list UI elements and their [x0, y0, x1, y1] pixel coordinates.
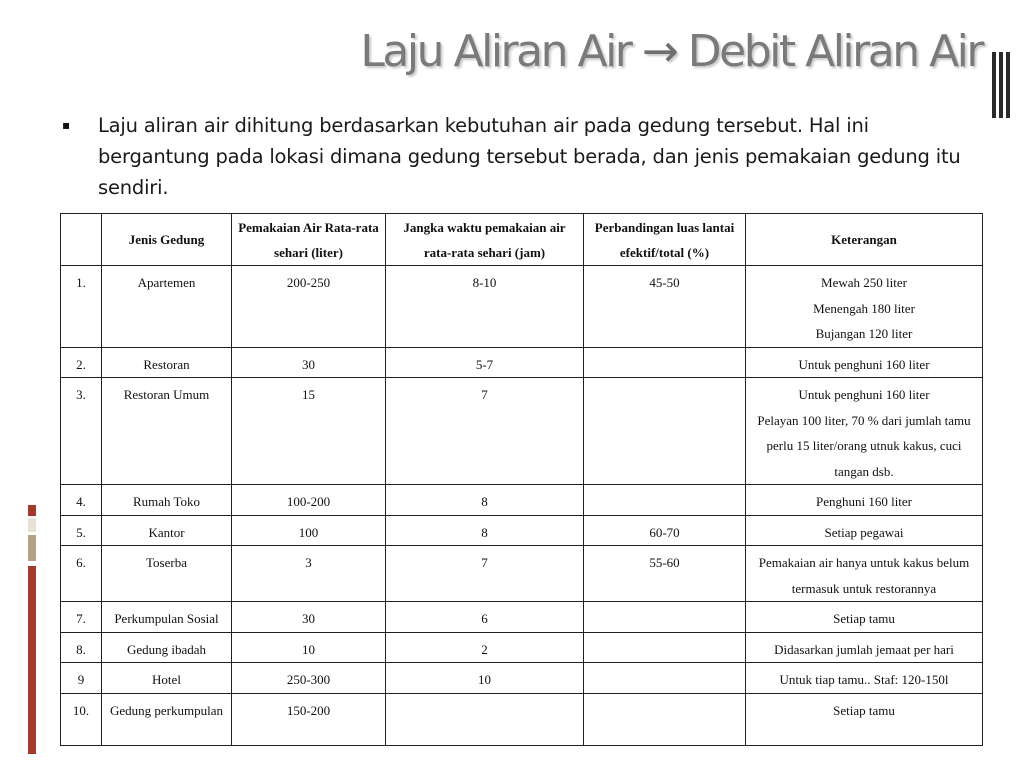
cell-pemakaian: 10 — [232, 632, 386, 663]
cell-jenis: Apartemen — [102, 266, 232, 348]
arrow-right-icon: → — [641, 26, 677, 77]
header-keterangan: Keterangan — [746, 214, 983, 266]
cell-keterangan — [746, 378, 983, 485]
cell-no: 9 — [61, 663, 102, 694]
cell-keterangan — [746, 485, 983, 516]
keterangan-line: Untuk penghuni 160 liter — [798, 356, 930, 372]
cell-jenis: Restoran Umum — [102, 378, 232, 485]
cell-pemakaian: 250-300 — [232, 663, 386, 694]
cell-keterangan — [746, 515, 983, 546]
cell-no: 6. — [61, 546, 102, 602]
cell-jangka: 7 — [386, 546, 584, 602]
table-row — [61, 378, 983, 485]
table-row — [61, 347, 983, 378]
cell-keterangan — [746, 347, 983, 378]
keterangan-line: Penghuni 160 liter — [815, 494, 913, 509]
cell-jangka: 5-7 — [386, 347, 584, 378]
table-row — [61, 602, 983, 633]
title-left: Laju Aliran Air — [360, 26, 631, 77]
decorative-bar-tan — [28, 535, 36, 561]
cell-jangka: 8 — [386, 515, 584, 546]
water-usage-table — [60, 213, 983, 746]
cell-perbandingan — [584, 602, 746, 633]
keterangan-line: Bujangan 120 liter — [815, 326, 913, 341]
table-row — [61, 663, 983, 694]
cell-jangka: 8 — [386, 485, 584, 516]
cell-jangka: 8-10 — [386, 266, 584, 348]
decorative-bars-top — [992, 52, 1012, 118]
header-perbandingan: Perbandingan luas lantai efektif/total (%) — [584, 214, 746, 266]
cell-jenis: Hotel — [102, 663, 232, 694]
cell-jenis: Gedung ibadah — [102, 632, 232, 663]
cell-keterangan — [746, 546, 983, 602]
cell-no: 10. — [61, 693, 102, 745]
keterangan-line: Mewah 250 liter — [821, 275, 907, 290]
keterangan-line: Pelayan 100 liter, 70 % dari jumlah tamu perlu 15 liter/orang utnuk kakus, cuci tangan dsb. — [757, 412, 971, 479]
keterangan-line: Pemakaian air hanya untuk kakus belum termasuk untuk restorannya — [758, 555, 970, 596]
cell-keterangan — [746, 266, 983, 348]
header-jangka: Jangka waktu pemakaian air rata-rata sehari (jam) — [386, 214, 584, 266]
cell-perbandingan — [584, 663, 746, 694]
cell-keterangan — [746, 693, 983, 745]
cell-jangka: 2 — [386, 632, 584, 663]
cell-perbandingan — [584, 485, 746, 516]
cell-jenis: Gedung perkumpulan — [102, 693, 232, 745]
cell-no: 7. — [61, 602, 102, 633]
keterangan-line: Didasarkan jumlah jemaat per hari — [774, 641, 954, 657]
cell-pemakaian: 30 — [232, 347, 386, 378]
cell-no: 1. — [61, 266, 102, 348]
table-row — [61, 485, 983, 516]
cell-no: 4. — [61, 485, 102, 516]
cell-no: 5. — [61, 515, 102, 546]
slide-title — [360, 26, 982, 77]
body-paragraph: Laju aliran air dihitung berdasarkan kebutuhan air pada gedung tersebut. Hal ini bergantung pada lokasi dimana gedung tersebut berada, dan jenis pemakaian gedung itu sendiri. — [98, 114, 961, 199]
cell-no: 2. — [61, 347, 102, 378]
keterangan-line: Setiap tamu — [833, 611, 895, 626]
keterangan-line: Untuk penghuni 160 liter — [798, 387, 930, 402]
cell-perbandingan — [584, 632, 746, 663]
header-no — [61, 214, 102, 266]
keterangan-line: Menengah 180 liter — [813, 300, 915, 316]
cell-keterangan — [746, 632, 983, 663]
table-row — [61, 693, 983, 745]
header-pemakaian: Pemakaian Air Rata-rata sehari (liter) — [232, 214, 386, 266]
keterangan-line: Setiap pegawai — [824, 524, 904, 540]
header-jenis: Jenis Gedung — [102, 214, 232, 266]
cell-perbandingan: 55-60 — [584, 546, 746, 602]
table-row — [61, 546, 983, 602]
cell-no: 8. — [61, 632, 102, 663]
table-row — [61, 266, 983, 348]
cell-jangka: 10 — [386, 663, 584, 694]
cell-pemakaian: 150-200 — [232, 693, 386, 745]
cell-pemakaian: 200-250 — [232, 266, 386, 348]
cell-jenis: Perkumpulan Sosial — [102, 602, 232, 633]
cell-perbandingan — [584, 347, 746, 378]
cell-jenis: Restoran — [102, 347, 232, 378]
cell-pemakaian: 100-200 — [232, 485, 386, 516]
cell-jenis: Toserba — [102, 546, 232, 602]
table-row — [61, 632, 983, 663]
cell-keterangan — [746, 602, 983, 633]
cell-pemakaian: 3 — [232, 546, 386, 602]
cell-perbandingan — [584, 378, 746, 485]
cell-perbandingan: 60-70 — [584, 515, 746, 546]
cell-pemakaian: 15 — [232, 378, 386, 485]
decorative-bar-red-2 — [28, 566, 36, 754]
cell-pemakaian: 100 — [232, 515, 386, 546]
decorative-bar-red-1 — [28, 505, 36, 516]
title-right: Debit Aliran Air — [687, 26, 982, 77]
table-row — [61, 515, 983, 546]
table-header-row — [61, 214, 983, 266]
cell-jangka — [386, 693, 584, 745]
table-body — [61, 266, 983, 746]
cell-perbandingan: 45-50 — [584, 266, 746, 348]
cell-jenis: Rumah Toko — [102, 485, 232, 516]
keterangan-line: Untuk tiap tamu.. Staf: 120-150l — [779, 672, 949, 687]
decorative-bar-light-1 — [28, 518, 36, 532]
cell-no: 3. — [61, 378, 102, 485]
bullet-icon: ▪ — [62, 118, 71, 132]
cell-jenis: Kantor — [102, 515, 232, 546]
cell-jangka: 6 — [386, 602, 584, 633]
cell-jangka: 7 — [386, 378, 584, 485]
cell-perbandingan — [584, 693, 746, 745]
keterangan-line: Setiap tamu — [833, 702, 895, 718]
cell-keterangan — [746, 663, 983, 694]
cell-pemakaian: 30 — [232, 602, 386, 633]
